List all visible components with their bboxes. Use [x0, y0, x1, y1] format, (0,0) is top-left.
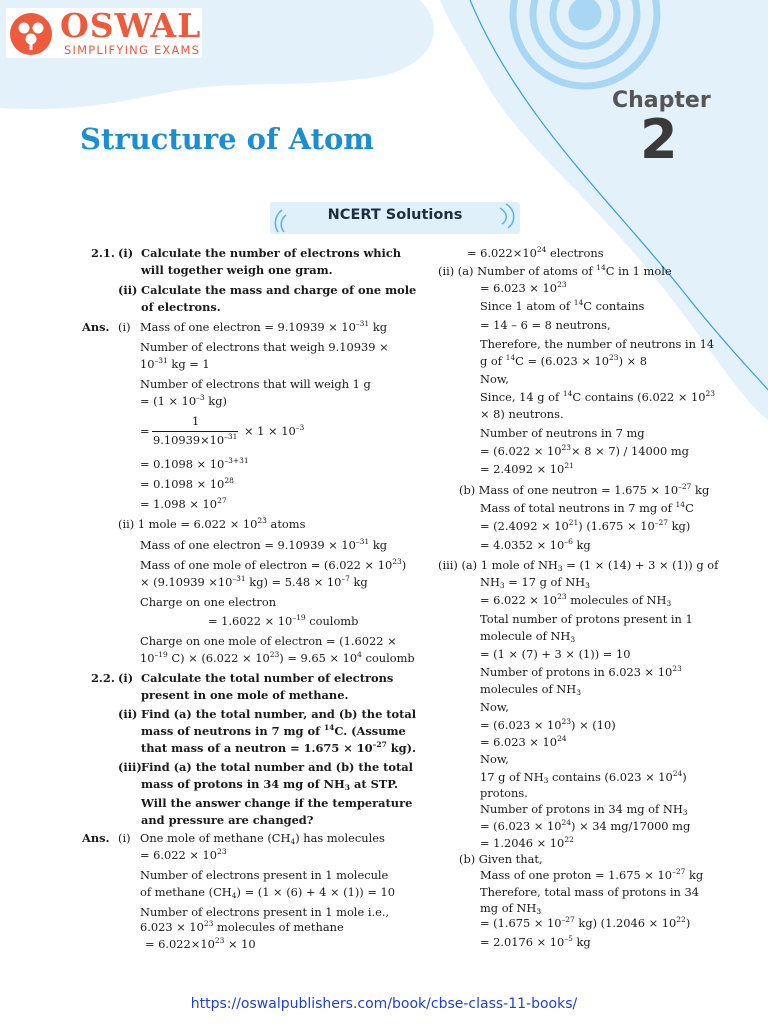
- fraction-numerator: 1: [192, 414, 200, 428]
- answer-line: Number of protons in 34 mg of $NH_3$: [480, 802, 688, 817]
- question-text: Find (a) the total number, and (b) the total: [141, 707, 417, 721]
- answer-line: $NH_3 = 17$ g of $NH_3$: [480, 575, 590, 590]
- answer-line: (ii) (a) Number of atoms of $^{14}$C in 1 mole: [438, 263, 672, 278]
- footer-link[interactable]: https://oswalpublishers.com/book/cbse-class-11-books/: [190, 996, 578, 1012]
- answer-line: Number of electrons that weigh 9.10939 ×: [140, 340, 389, 354]
- answer-line: = $6.022\times 10^{23} \times 10$: [145, 936, 256, 951]
- answer-line: $10^{-19}$ $C) \times (6.022 \times 10^{23}) = 9.65 \times 10^4$ coulomb: [140, 650, 415, 665]
- question-part: (i): [118, 246, 134, 260]
- answer-line: = ($1 \times 10^{-3}$ kg): [140, 393, 227, 408]
- answer-line: Mass of one electron = $9.10939 \times 10^{-31}$ kg: [140, 319, 388, 334]
- answer-line: × 8) neutrons.: [480, 407, 564, 421]
- answer-line: molecule of $NH_3$: [480, 629, 576, 644]
- answer-line: Total number of protons present in 1: [480, 612, 693, 626]
- answer-line: = $1.2046 \times 10^{22}$: [480, 835, 574, 850]
- answer-line: Since 1 atom of $^{14}$C contains: [480, 298, 645, 313]
- answer-part: (i): [118, 831, 131, 845]
- answer-line: Now,: [480, 700, 509, 714]
- answer-line: Charge on one electron: [140, 595, 277, 609]
- answer-line: × $1 \times 10^{-3}$: [244, 423, 305, 438]
- answer-label: Ans.: [82, 831, 110, 845]
- question-number: 2.1.: [91, 246, 115, 260]
- brand-logo: [6, 8, 202, 58]
- answer-line: g of $^{14}C = (6.023 \times 10^{23}) \times 8$: [480, 353, 648, 368]
- oswal-logo-icon: [10, 13, 52, 55]
- answer-line: = $(6.022 \times 10^{23}\times 8 \times 7) / 14000$ mg: [480, 443, 689, 458]
- answer-line: = $1.098 \times 10^{27}$: [140, 496, 227, 511]
- answer-line: Mass of one proton = $1.675 \times 10^{-27}$ kg: [480, 867, 704, 882]
- question-part: (ii): [118, 707, 138, 721]
- question-part: (iii): [118, 760, 142, 774]
- section-title: NCERT Solutions: [327, 207, 463, 223]
- answer-line: = $6.023 \times 10^{24}$: [480, 734, 567, 749]
- answer-line: Therefore, the number of neutrons in 14: [480, 337, 715, 351]
- question-text: Calculate the number of electrons which: [141, 246, 402, 260]
- question-part: (i): [118, 671, 134, 685]
- answer-line: protons.: [480, 786, 528, 800]
- answer-line: molecules of $NH_3$: [480, 682, 581, 697]
- answer-line: = $6.022\times 10^{24}$ electrons: [467, 245, 604, 260]
- answer-line: = (1 × (7) + 3 × (1)) = 10: [480, 647, 631, 661]
- answer-part: (i): [118, 320, 131, 334]
- question-text: and pressure are changed?: [141, 813, 314, 827]
- question-text: Calculate the mass and charge of one mole: [141, 283, 417, 297]
- answer-line: Now,: [480, 752, 509, 766]
- answer-line: (ii) 1 mole = $6.022 \times 10^{23}$ atoms: [118, 516, 306, 531]
- chapter-label: Chapter: [612, 88, 711, 113]
- question-number: 2.2.: [91, 671, 115, 685]
- answer-line: = $6.023 \times 10^{23}$: [480, 280, 567, 295]
- answer-line: Therefore, total mass of protons in 34: [480, 885, 699, 899]
- answer-line: (b) Mass of one neutron = $1.675 \times 10^{-27}$ kg: [459, 482, 710, 497]
- answer-line: = $4.0352 \times 10^{-6}$ kg: [480, 537, 591, 552]
- answer-line: $10^{-31}$ kg = 1: [140, 356, 210, 371]
- answer-line: Number of protons in $6.023 \times 10^{23}$: [480, 664, 682, 679]
- answer-line: Mass of one mole of electron = $(6.022 \times 10^{23})$: [140, 557, 407, 572]
- question-text: present in one mole of methane.: [141, 688, 349, 702]
- question-text: that mass of a neutron = $1.675 \times 10^{-27}$ kg).: [141, 740, 416, 755]
- answer-line: (b) Given that,: [459, 852, 543, 866]
- answer-line: Number of electrons present in 1 molecule: [140, 868, 389, 882]
- answer-line: = ($1.675 \times 10^{-27}$ kg) $(1.2046 \times 10^{22})$: [480, 915, 691, 930]
- answer-line: One mole of methane $(CH_4)$ has molecules: [140, 831, 385, 846]
- answer-line: Charge on one mole of electron = (1.6022 ×: [140, 634, 397, 648]
- answer-line: = 14 – 6 = 8 neutrons,: [480, 318, 611, 332]
- question-part: (ii): [118, 283, 138, 297]
- answer-label: Ans.: [82, 320, 110, 334]
- chapter-number: 2: [640, 108, 678, 171]
- answer-line: = $(2.4092 \times 10^{21})$ ($1.675 \times 10^{-27}$ kg): [480, 518, 691, 533]
- answer-line: Number of neutrons in 7 mg: [480, 426, 645, 440]
- answer-line: Number of electrons that will weigh 1 g: [140, 377, 371, 391]
- question-text: will together weigh one gram.: [141, 263, 333, 277]
- brand-name: OSWAL: [60, 6, 202, 45]
- answer-line: 17 g of $NH_3$ contains $(6.023 \times 10^{24})$: [480, 769, 687, 785]
- answer-line: = $6.022 \times 10^{23}$: [140, 847, 227, 862]
- answer-line: × ($9.10939 \times 10^{-31}$ $kg) = 5.48 \times 10^{-7}$ kg: [140, 574, 368, 589]
- question-text: mass of neutrons in 7 mg of $^{14}$C. (Assume: [141, 723, 406, 738]
- answer-line: = $0.1098 \times 10^{28}$: [140, 476, 234, 491]
- page-title: Structure of Atom: [80, 122, 374, 156]
- answer-line: = $2.0176 \times 10^{-5}$ kg: [480, 934, 591, 949]
- brand-tagline: SIMPLIFYING EXAMS: [64, 43, 201, 57]
- answer-line: Since, 14 g of $^{14}$C contains ($6.022 \times 10^{23}$: [480, 389, 716, 404]
- answer-line: = $2.4092 \times 10^{21}$: [480, 461, 574, 476]
- answer-line: $6.023 \times 10^{23}$ molecules of methane: [140, 919, 344, 934]
- answer-line: (iii) (a) 1 mole of $NH_3 = (1 \times (14) + 3 \times (1))$ g of: [438, 558, 719, 573]
- question-text: Calculate the total number of electrons: [141, 671, 394, 685]
- answer-line: mg of $NH_3$: [480, 901, 542, 916]
- question-text: mass of protons in 34 mg of $NH_3$ at STP.: [141, 777, 398, 792]
- answer-line: Now,: [480, 372, 509, 386]
- answer-line: of methane $(CH_4) = (1 \times (6) + 4 \times (1)) = 10$: [140, 885, 396, 900]
- answer-line: =: [140, 424, 150, 438]
- answer-line: = $(6.023 \times 10^{23}) \times (10)$: [480, 717, 616, 732]
- section-banner: [270, 202, 520, 234]
- answer-line: = $0.1098 \times 10^{-3+31}$: [140, 456, 249, 471]
- question-text: of electrons.: [141, 300, 221, 314]
- answer-line: = $1.6022 \times 10^{-19}$ coulomb: [208, 613, 359, 628]
- fraction-denominator: $9.10939\times 10^{-31}$: [153, 432, 238, 447]
- question-text: Find (a) the total number and (b) the total: [141, 760, 413, 774]
- answer-line: = $(6.023 \times 10^{24}) \times 34$ mg/17000 mg: [480, 818, 691, 833]
- answer-line: Mass of one electron = $9.10939 \times 10^{-31}$ kg: [140, 537, 388, 552]
- answer-line: = $6.022 \times 10^{23}$ molecules of $NH_3$: [480, 592, 672, 608]
- question-text: Will the answer change if the temperature: [141, 796, 413, 810]
- answer-line: Mass of total neutrons in 7 mg of $^{14}$C: [480, 500, 694, 515]
- answer-line: Number of electrons present in 1 mole i.e.,: [140, 905, 390, 919]
